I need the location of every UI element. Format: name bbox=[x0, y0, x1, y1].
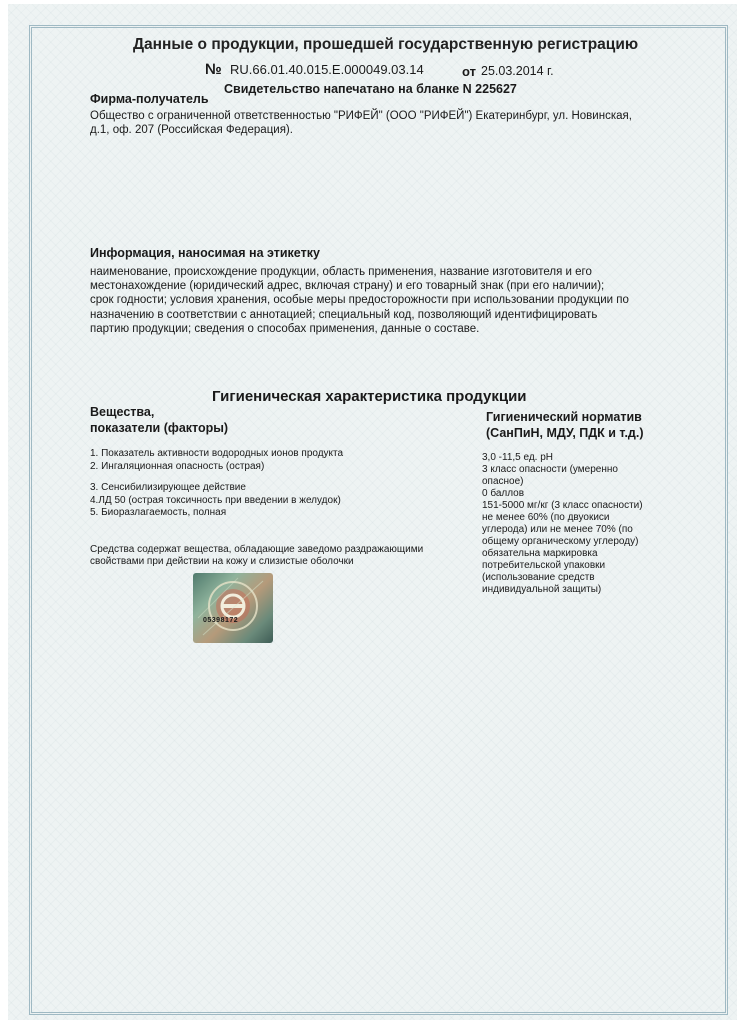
list-item: 1. Показатель активности водородных ионов продукта bbox=[90, 448, 344, 459]
list-item: 3,0 -11,5 ед. pH bbox=[482, 452, 554, 463]
document-title: Данные о продукции, прошедшей государственную регистрацию bbox=[133, 36, 639, 53]
list-item: 2. Ингаляционная опасность (острая) bbox=[90, 460, 265, 472]
firm-text: Общество с ограниченной ответственностью "РИФЕЙ" (ООО "РИФЕЙ") Екатеринбург, ул. Новинская, д.1, оф. 207 (Российская Федерация). bbox=[90, 110, 632, 136]
substances-heading bbox=[90, 404, 228, 436]
norm-heading: Гигиенический норматив (СанПиН, МДУ, ПДК и т.д.) bbox=[486, 410, 644, 440]
blank-note: Свидетельство напечатано на бланке N 225627 bbox=[224, 82, 517, 96]
norm-list bbox=[482, 452, 652, 596]
registration-number: RU.66.01.40.015.E.000049.03.14 bbox=[230, 62, 424, 77]
firm-heading: Фирма-получатель bbox=[90, 92, 209, 106]
number-symbol: № bbox=[205, 61, 222, 78]
substances-heading-line2: показатели (факторы) bbox=[90, 421, 229, 435]
list-item: 5. Биоразлагаемость, полная bbox=[90, 507, 227, 518]
list-item: 3 класс опасности (умеренно опасное) bbox=[482, 464, 618, 487]
list-item: 0 баллов bbox=[482, 488, 525, 499]
hologram-seal-icon bbox=[193, 573, 273, 643]
list-item: обязательна маркировка потребительской упаковки (использование средств индивидуальной защиты) bbox=[482, 548, 606, 595]
substances-heading-line1: Вещества, bbox=[90, 405, 155, 419]
list-item: 4.ЛД 50 (острая токсичность при введении в желудок) bbox=[90, 494, 341, 506]
date-label: от bbox=[462, 64, 476, 79]
list-item: не менее 60% (по двуокиси углерода) или не менее 70% (по общему органическому углероду) bbox=[482, 512, 639, 547]
registration-date: 25.03.2014 г. bbox=[481, 64, 554, 78]
label-info-text: наименование, происхождение продукции, область применения, название изготовителя и его местонахождение (юридический адрес, включая страну) и его товарный знак (при его наличии); срок годности; условия хранения, особые меры предосторожности при использовании продукции по назначению в соответствии с аннотацией; специальный код, позволяющий идентифицировать партию продукции; сведения о способах применения, данные о составе. bbox=[90, 266, 629, 335]
list-item: 151-5000 мг/кг (3 класс опасности) bbox=[482, 500, 643, 511]
hygiene-heading: Гигиеническая характеристика продукции bbox=[212, 388, 527, 405]
list-item: 3. Сенсибилизирующее действие bbox=[90, 482, 246, 493]
indicator-list bbox=[90, 448, 343, 520]
label-info-heading: Информация, наносимая на этикетку bbox=[90, 246, 320, 260]
hologram-serial: 05398172 bbox=[203, 617, 239, 624]
irritant-warning: Средства содержат вещества, обладающие заведомо раздражающими свойствами при действии на кожу и слизистые оболочки bbox=[90, 544, 424, 567]
